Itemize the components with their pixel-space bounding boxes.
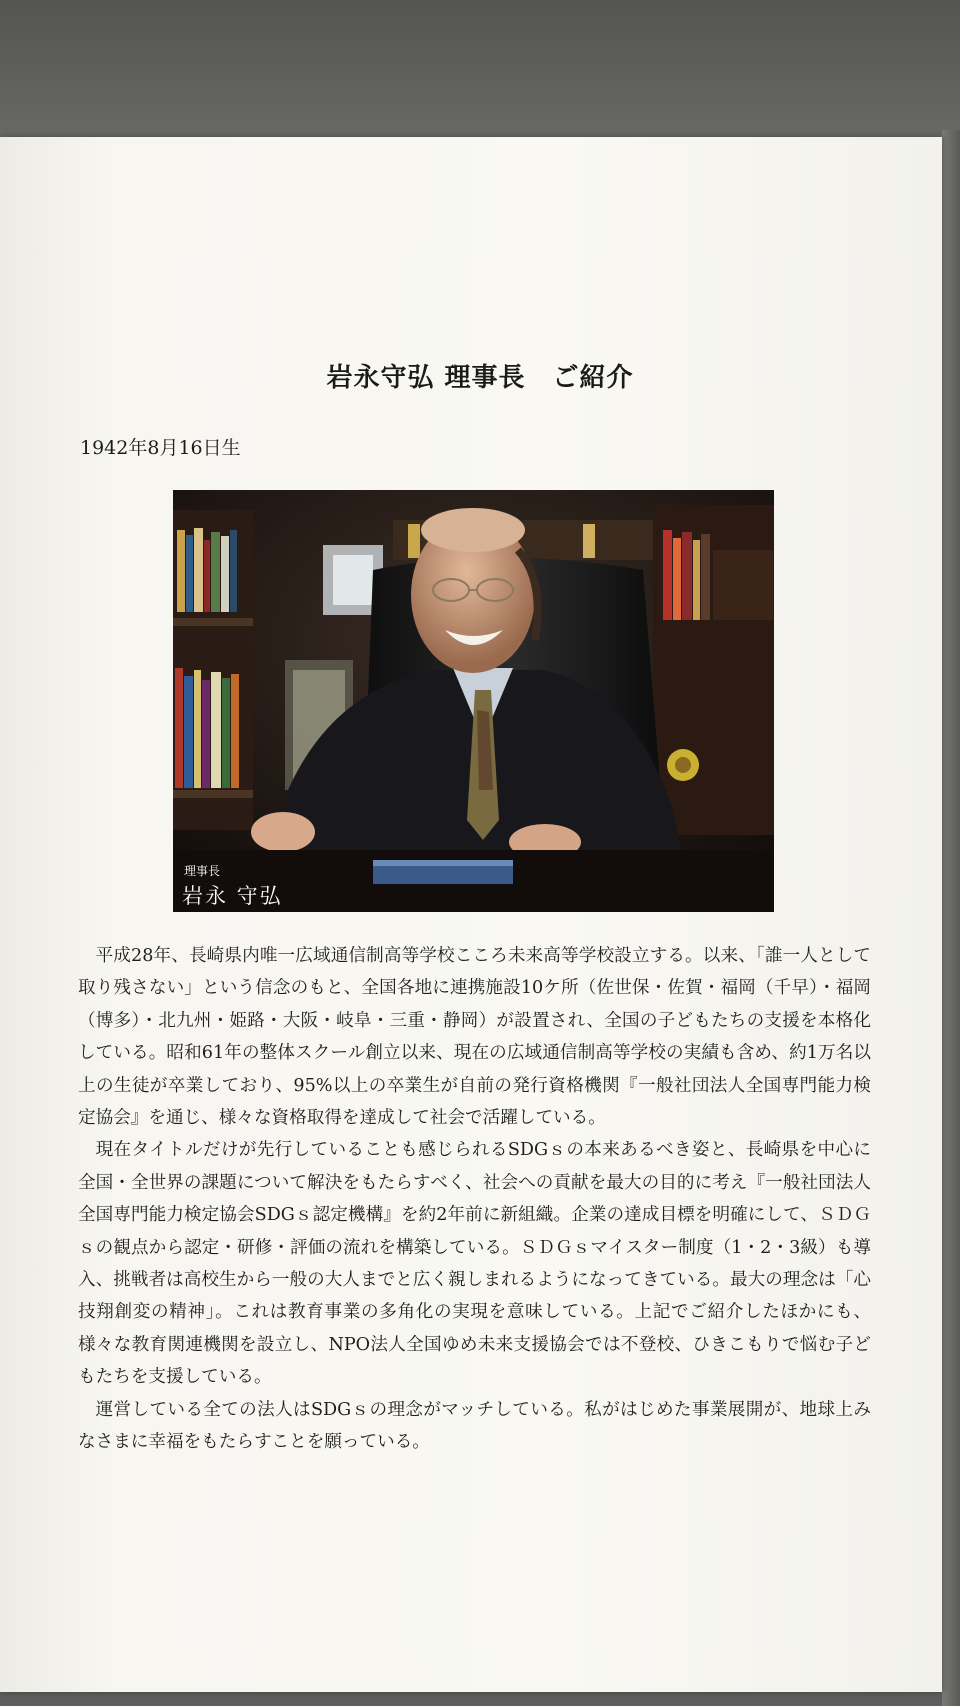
portrait-photo-icon [173,490,774,912]
birth-date: 1942年8月16日生 [80,437,241,459]
biography-paragraph: 運営している全ての法人はSDGｓの理念がマッチしている。私がはじめた事業展開が、地球上みなさまに幸福をもたらすことを願っている。 [78,1399,871,1453]
photo-caption-name: 岩永 守弘 [182,884,283,908]
document-title: 岩永守弘 理事長 ご紹介 [326,363,634,393]
chairman-photo [173,490,774,912]
photo-caption-role: 理事長 [184,864,221,878]
biography-paragraph: 現在タイトルだけが先行していることも感じられるSDGｓの本来あるべき姿と、長崎県を中心に全国・全世界の課題について解決をもたらすべく、社会への貢献を最大の目的に考え『一般社団法人全国専門能力検定協会SDGｓ認定機構』を約2年前に新組織。企業の達成目標を明確にして、ＳＤＧｓの観点から認定・研修・評価の流れを構築している。ＳＤＧｓマイスター制度（1・2・3級）も導入、挑戦者は高校生から一般の大人までと広く親しまれるようになってきている。最大の理念は「心技翔創変の精神」。これは教育事業の多角化の実現を意味している。上記でご紹介したほかにも、様々な教育関連機関を設立し、NPO法人全国ゆめ未来支援協会では不登校、ひきこもりで悩む子どもたちを支援している。 [78,1140,871,1388]
biography-paragraph: 平成28年、長崎県内唯一広域通信制高等学校こころ未来高等学校設立する。以来、「誰一人として取り残さない」という信念のもと、全国各地に連携施設10ケ所（佐世保・佐賀・福岡（千早）・福岡（博多）・北九州・姫路・大阪・岐阜・三重・静岡）が設置され、全国の子どもたちの支援を本格化している。昭和61年の整体スクール創立以来、現在の広域通信制高等学校の実績も含め、約1万名以上の生徒が卒業しており、95%以上の卒業生が自前の発行資格機関『一般社団法人全国専門能力検定協会』を通じ、様々な資格取得を達成して社会で活躍している。 [78,946,871,1129]
biography-body [78,940,871,1459]
backdrop-top [0,0,960,150]
